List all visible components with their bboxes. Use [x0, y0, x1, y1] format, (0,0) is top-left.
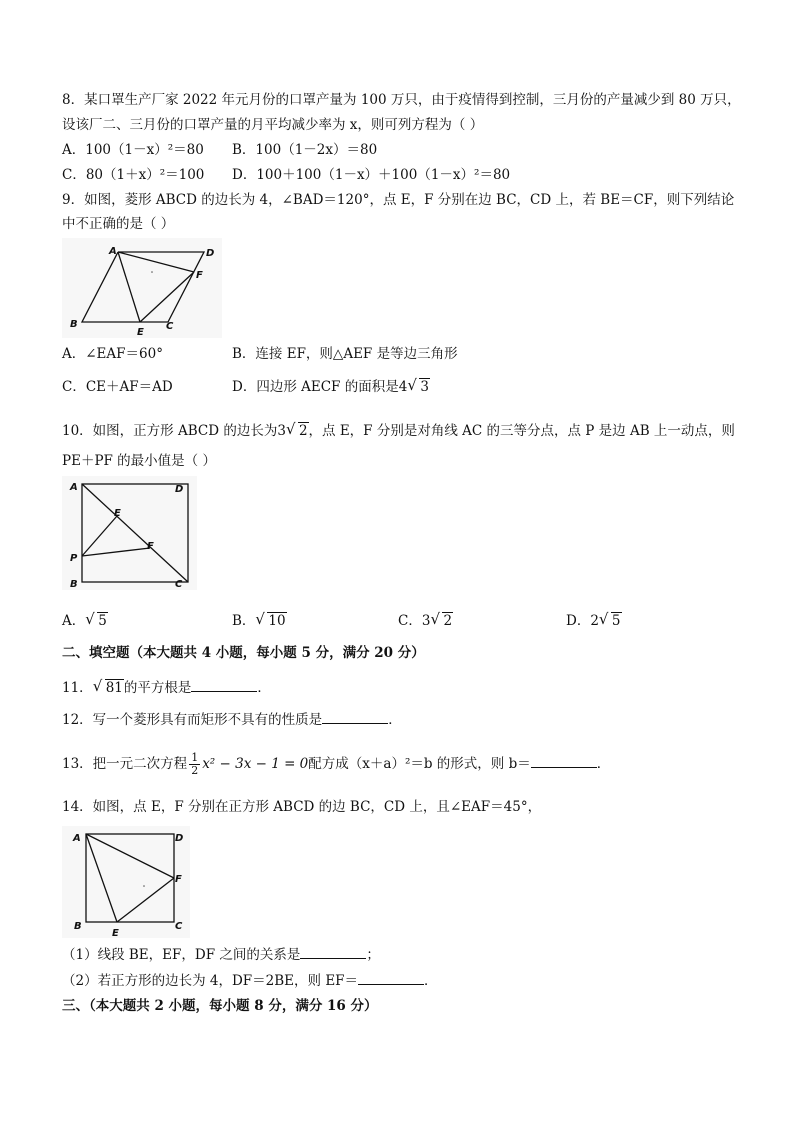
- q10-option-a-label: A．: [62, 613, 86, 629]
- rhombus-label-d: D: [206, 248, 215, 259]
- q10-option-c-rad: 2: [443, 613, 453, 629]
- rhombus-label-b: B: [70, 319, 78, 330]
- q8-option-c: C．80（1＋x）²＝100: [62, 167, 205, 183]
- q10-option-d-rad: 5: [611, 613, 621, 629]
- q10-line1-a: 10．如图，正方形 ABCD 的边长为: [62, 423, 278, 439]
- q10-option-b-rad: 10: [268, 613, 286, 629]
- rhombus-label-e: E: [137, 327, 144, 338]
- rhombus-figure: [62, 238, 222, 338]
- q8-line1: 8．某口罩生产厂家 2022 年元月份的口罩产量为 100 万只，由于疫情得到控制，三月份的产量减少到 80 万只，: [62, 92, 741, 108]
- q10-option-a: [62, 611, 108, 631]
- q14-sub1: [62, 944, 380, 965]
- q12-end: ．: [388, 712, 402, 728]
- sqrt-symbol: √ 2: [285, 420, 308, 439]
- square10-label-d: D: [175, 484, 184, 495]
- square10-label-f: F: [147, 541, 154, 552]
- q11-line: [62, 677, 271, 698]
- q10-option-c-coef: 3: [421, 613, 431, 629]
- square10-label-e: E: [114, 508, 121, 519]
- q14-sub2-answer-blank[interactable]: [358, 970, 424, 985]
- q13-middle: 配方成（x＋a）²＝b 的形式，则 b＝: [308, 756, 531, 772]
- section2-title: 二、填空题（本大题共 4 小题，每小题 5 分，满分 20 分）: [62, 645, 425, 661]
- q14-sub2-text: （2）若正方形的边长为 4，DF＝2BE，则 EF＝: [62, 973, 359, 989]
- square10-label-b: B: [70, 579, 78, 590]
- q13-end: ．: [596, 756, 611, 772]
- q11-end: ．: [257, 680, 271, 696]
- square10-label-p: P: [70, 553, 78, 564]
- q13-frac-num: 1: [191, 751, 199, 764]
- q11-suffix: 的平方根是: [123, 680, 192, 696]
- q11-answer-blank[interactable]: [191, 677, 257, 692]
- rhombus-label-f: F: [196, 270, 203, 281]
- q10-option-c-label: C．: [398, 613, 422, 629]
- q9-option-d-coef: 4: [398, 379, 408, 395]
- section3-title: 三、（本大题共 2 小题，每小题 8 分，满分 16 分）: [62, 998, 378, 1014]
- q9-line1: 9．如图，菱形 ABCD 的边长为 4，∠BAD＝120°，点 E，F 分别在边 BC，CD 上，若 BE＝CF，则下列结论: [62, 192, 735, 208]
- q10-line2: PE＋PF 的最小值是（ ）: [62, 453, 216, 469]
- q8-line2: 设该厂二、三月份的口罩产量的月平均减少率为 x，则可列方程为（ ）: [62, 117, 484, 133]
- q10-line1-coef: 3: [277, 423, 286, 439]
- q9-option-b: B．连接 EF，则△AEF 是等边三角形: [232, 346, 458, 362]
- q13-frac-den: 2: [191, 764, 199, 777]
- square14-label-f: F: [175, 874, 182, 885]
- q9-line2: 中不正确的是（ ）: [62, 216, 175, 232]
- q12-text: 12．写一个菱形具有而矩形不具有的性质是: [62, 712, 323, 728]
- rhombus-label-a: A: [109, 246, 117, 257]
- q13-answer-blank[interactable]: [531, 753, 597, 768]
- q9-option-d: [232, 377, 430, 397]
- square10-label-a: A: [70, 482, 78, 493]
- q10-line1-rad: 2: [298, 423, 308, 439]
- q12-answer-blank[interactable]: [322, 709, 388, 724]
- q10-option-d: [566, 611, 622, 631]
- q9-option-d-rad: 3: [420, 379, 429, 395]
- q13-prefix: 13．把一元二次方程: [62, 756, 188, 772]
- q8-option-b: B．100（1－2x）＝80: [232, 142, 378, 158]
- sqrt-symbol: √ 5: [85, 610, 107, 629]
- q11-rad: 81: [105, 680, 123, 696]
- square14-label-b: B: [74, 921, 82, 932]
- q14-sub1-answer-blank[interactable]: [300, 944, 366, 959]
- rhombus-label-c: C: [166, 321, 174, 332]
- q10-option-a-rad: 5: [98, 613, 107, 629]
- sqrt-symbol: √ 2: [430, 610, 453, 629]
- sqrt-symbol: √ 3: [407, 376, 429, 395]
- q10-option-b-label: B．: [232, 613, 256, 629]
- square14-label-d: D: [175, 833, 184, 844]
- square14-label-e: E: [112, 928, 119, 938]
- q9-option-c: C．CE＋AF＝AD: [62, 379, 173, 395]
- q8-option-d: D．100＋100（1－x）＋100（1－x）²＝80: [232, 167, 511, 183]
- q10-option-c: [398, 611, 453, 631]
- q10-line1-b: ，点 E，F 分别是对角线 AC 的三等分点，点 P 是边 AB 上一动点，则: [308, 423, 735, 439]
- q10-option-d-coef: 2: [590, 613, 599, 629]
- sqrt-symbol: √ 5: [598, 610, 621, 629]
- square10-label-c: C: [175, 579, 183, 590]
- square-figure-q10: [62, 476, 197, 590]
- q9-option-a: A．∠EAF＝60°: [62, 346, 163, 362]
- q14-sub2: [62, 970, 438, 991]
- fraction-one-half: [189, 752, 200, 777]
- q10-option-b: [232, 611, 287, 631]
- q9-option-d-text: D．四边形 AECF 的面积是: [232, 379, 399, 395]
- q8-option-a: A．100（1－x）²＝80: [62, 142, 204, 158]
- sqrt-symbol: √ 81: [92, 677, 123, 696]
- q12-line: [62, 709, 402, 730]
- q14-sub1-end: ；: [366, 947, 380, 963]
- q13-line: [62, 750, 610, 778]
- square-figure-q14: [62, 826, 190, 938]
- q14-sub1-text: （1）线段 BE，EF，DF 之间的关系是: [62, 947, 301, 963]
- q10-option-d-label: D．: [566, 613, 591, 629]
- sqrt-symbol: √ 10: [255, 610, 286, 629]
- q11-prefix: 11．: [62, 680, 93, 696]
- q14-sub2-end: ．: [424, 973, 438, 989]
- square14-label-a: A: [73, 833, 81, 844]
- square14-label-c: C: [175, 921, 183, 932]
- q14-line1: 14．如图，点 E，F 分别在正方形 ABCD 的边 BC，CD 上，且∠EAF＝45°，: [62, 799, 542, 815]
- q13-equation: x² − 3x − 1 = 0: [202, 756, 309, 772]
- q10-line1: [62, 421, 735, 441]
